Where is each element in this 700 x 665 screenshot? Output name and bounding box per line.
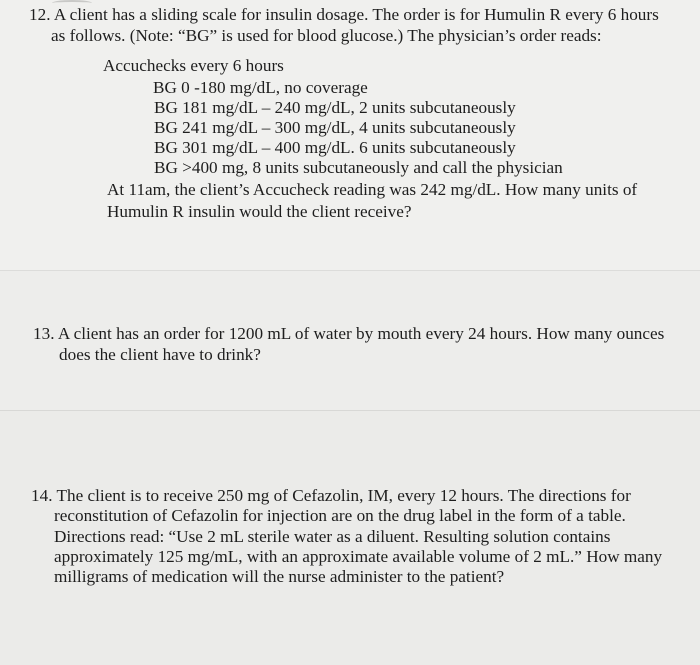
question-12-line-9: At 11am, the client’s Accucheck reading was 242 mg/dL. How many units of xyxy=(107,180,638,199)
question-14-line-3: Directions read: “Use 2 mL sterile water as a diluent. Resulting solution contains xyxy=(54,527,611,546)
sliding-scale-row-1: BG 0 -180 mg/dL, no coverage xyxy=(153,78,368,97)
sliding-scale-row-4: BG 301 mg/dL – 400 mg/dL. 6 units subcutaneously xyxy=(154,138,516,157)
question-12-line-1: 12. A client has a sliding scale for insulin dosage. The order is for Humulin R every 6 hours xyxy=(29,5,659,24)
question-14-line-1: 14. The client is to receive 250 mg of Cefazolin, IM, every 12 hours. The directions for xyxy=(31,486,631,505)
question-14-number: 14. xyxy=(31,486,53,505)
sliding-scale-row-3: BG 241 mg/dL – 300 mg/dL, 4 units subcutaneously xyxy=(154,118,516,137)
question-12-line-3: Accuchecks every 6 hours xyxy=(103,56,284,75)
question-12-line-10: Humulin R insulin would the client receive? xyxy=(107,202,412,221)
sliding-scale-row-2: BG 181 mg/dL – 240 mg/dL, 2 units subcutaneously xyxy=(154,98,516,117)
question-13-line-1: 13. A client has an order for 1200 mL of water by mouth every 24 hours. How many ounces xyxy=(33,324,665,343)
sliding-scale-row-5: BG >400 mg, 8 units subcutaneously and call the physician xyxy=(154,158,563,177)
question-14-line-4: approximately 125 mg/mL, with an approximate available volume of 2 mL.” How many xyxy=(54,547,663,566)
question-13-number: 13. xyxy=(33,324,55,343)
question-14-line-5: milligrams of medication will the nurse administer to the patient? xyxy=(54,567,505,586)
question-13-line-2: does the client have to drink? xyxy=(59,345,261,364)
question-14-line-2: reconstitution of Cefazolin for injection are on the drug label in the form of a table. xyxy=(54,506,626,525)
question-12-number: 12. xyxy=(29,5,51,24)
question-12-line-2: as follows. (Note: “BG” is used for blood glucose.) The physician’s order reads: xyxy=(51,26,602,45)
